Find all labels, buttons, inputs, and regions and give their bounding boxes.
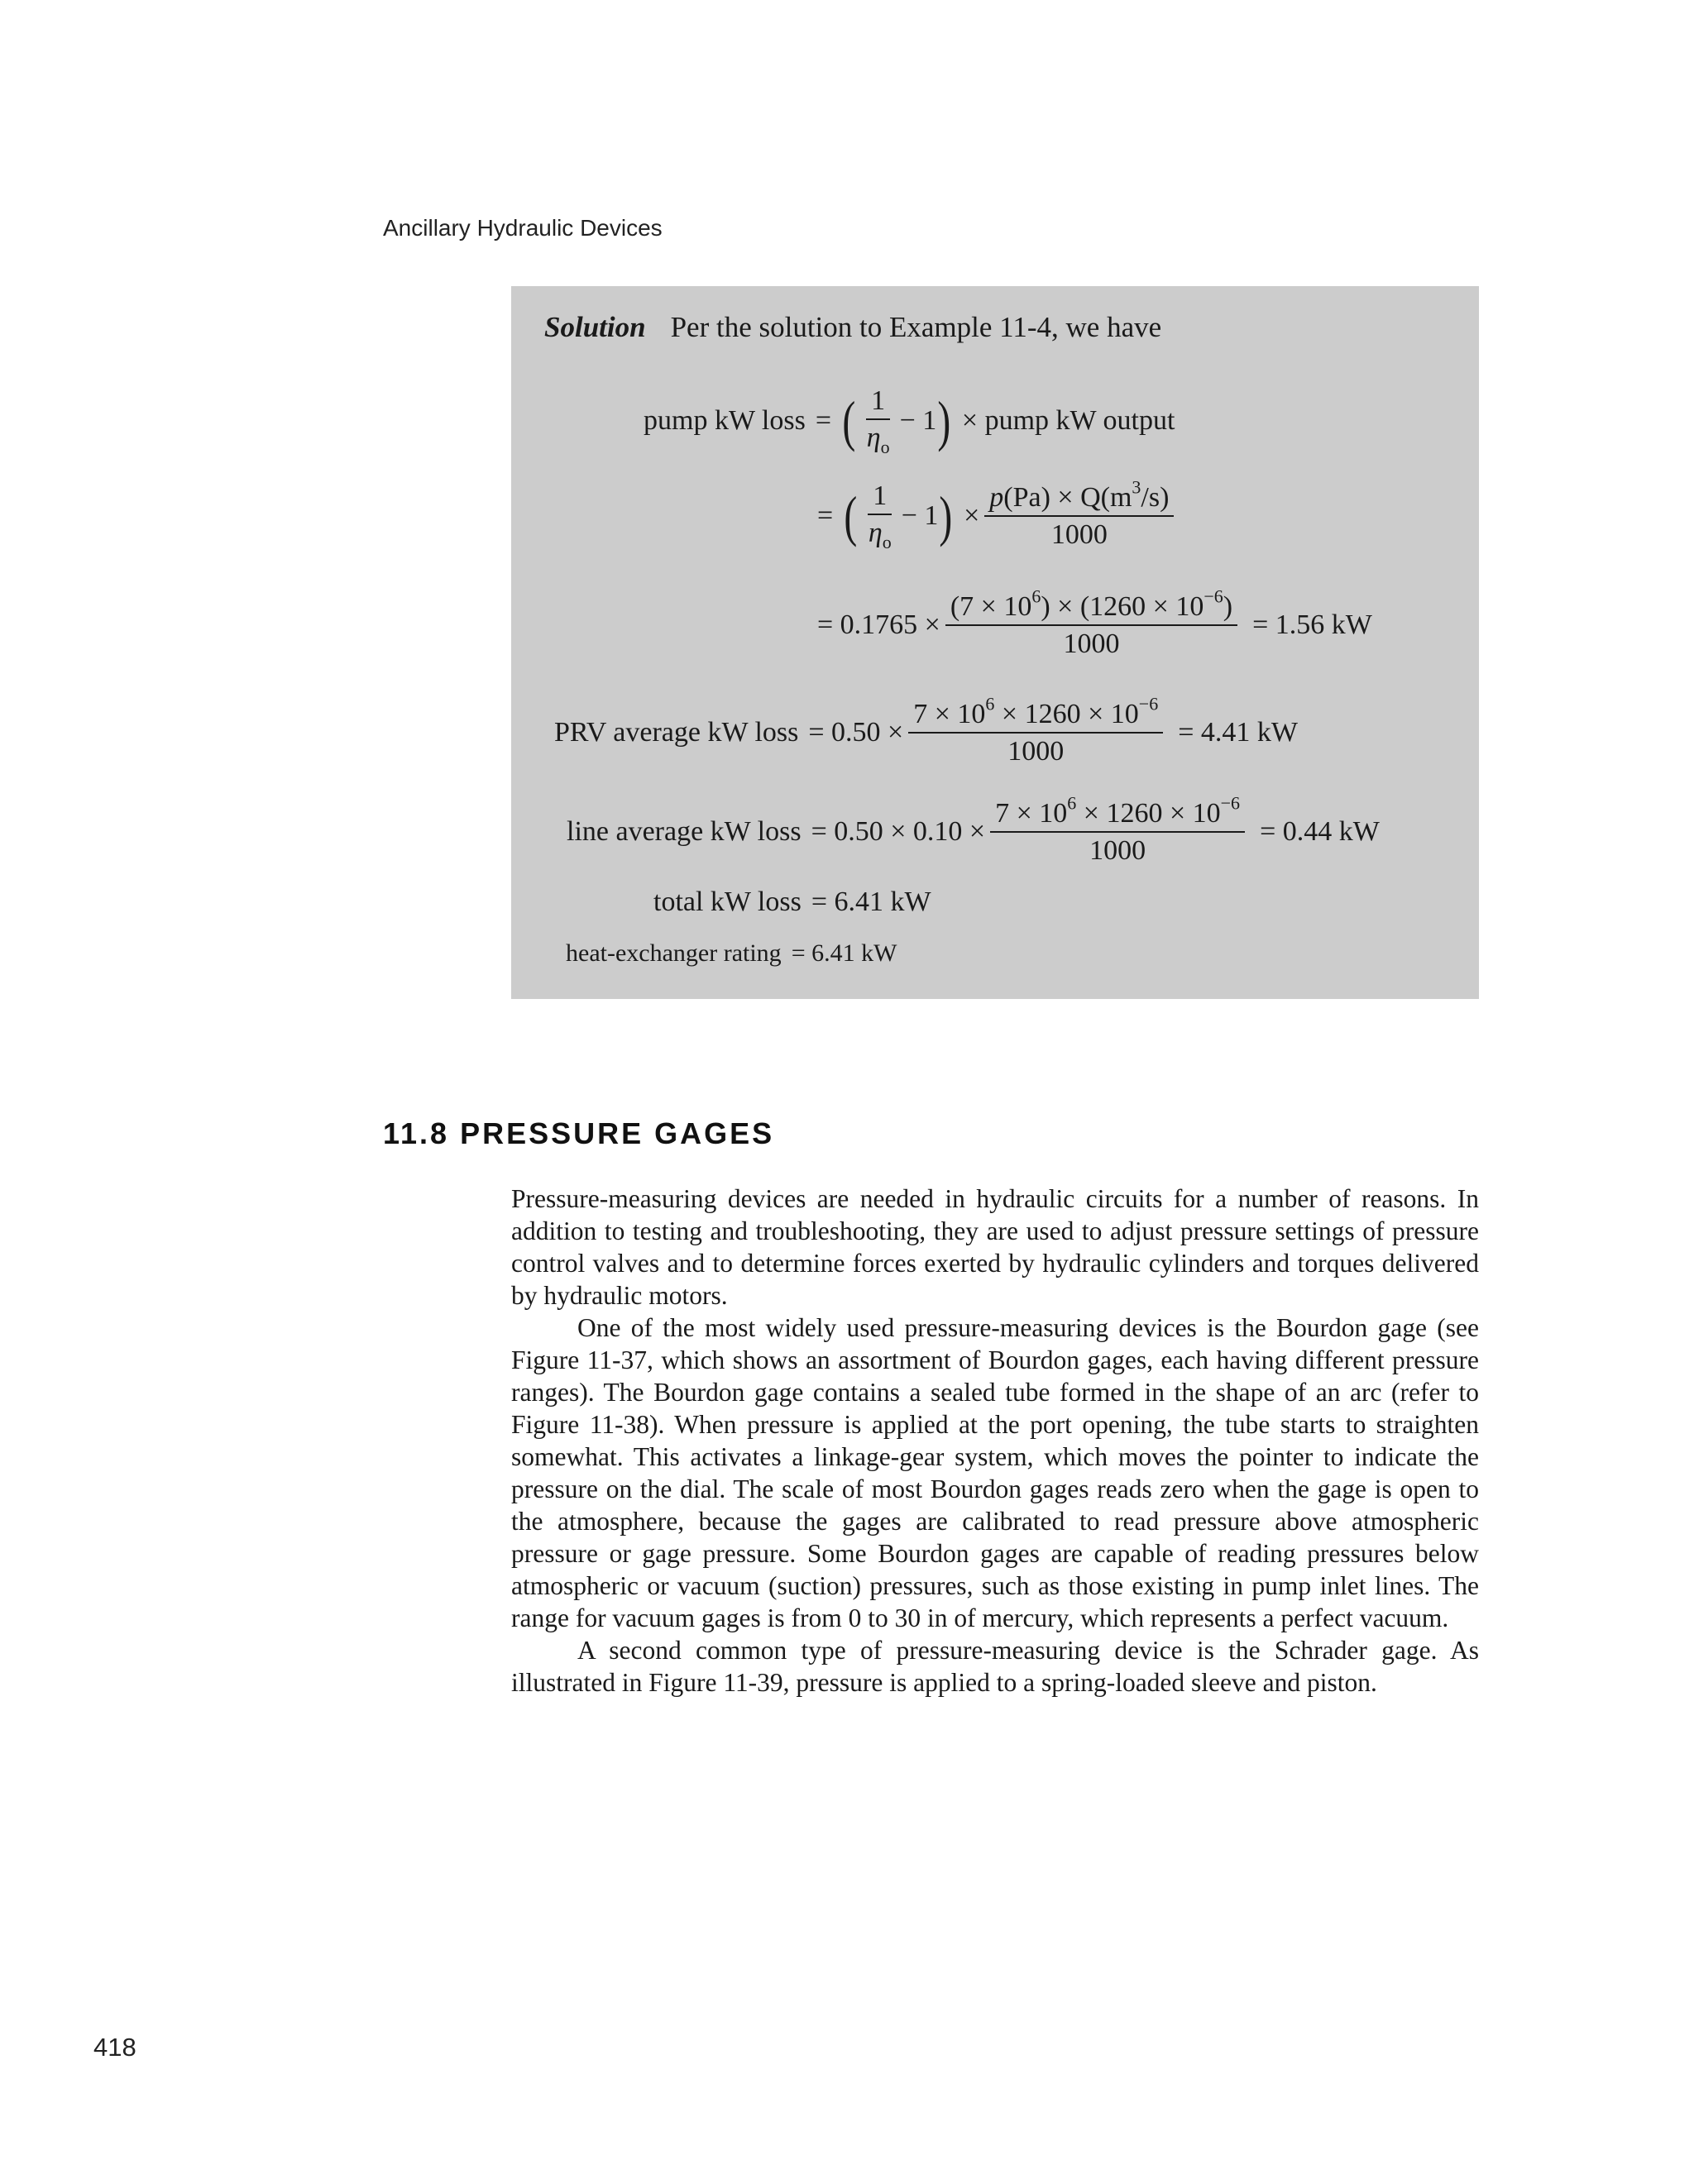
equation-line-average-kw-loss: line average kW loss = 0.50 × 0.10 × $\frac{7 \times 10^6 \times 1260 \times 10^{-6}}{1000}$ = 0.44 kW: [567, 792, 1380, 866]
equation-total-kw-loss: total kW loss = 6.41 kW: [653, 887, 931, 917]
equation-pump-kw-loss: pump kW loss = ( $\frac{1}{\eta_o}$ − 1 ) × pump kW output: [644, 385, 1175, 457]
solution-label: Solution: [544, 311, 646, 343]
paragraph: Pressure-measuring devices are needed in hydraulic circuits for a number of reasons. In addition to testing and troubleshooting, they are used to adjust pressure settings of pressure control valves and to determine forces exerted by hydraulic cylinders and torques delivered by hydraulic motors.: [511, 1184, 1479, 1310]
equation-lhs: heat-exchanger rating: [566, 939, 782, 967]
section-title: 11.8 PRESSURE GAGES: [383, 1116, 775, 1150]
equation-heat-exchanger-rating: heat-exchanger rating = 6.41 kW: [566, 939, 897, 967]
paragraph: A second common type of pressure-measuring device is the Schrader gage. As illustrated in Figure 11-39, pressure is applied to a spring-loaded sleeve and piston.: [511, 1636, 1479, 1697]
paragraph: One of the most widely used pressure-measuring devices is the Bourdon gage (see Figure 11-37, which shows an assortment of Bourdon gages, each having different pressure ranges). The Bourdon gage contains a sealed tube formed in the shape of an arc (refer to Figure 11-38). When pressure is applied at the port opening, the tube starts to straighten somewhat. This activates a linkage-gear system, which moves the pointer to indicate the pressure on the dial. The scale of most Bourdon gages reads zero when the gage is open to the atmosphere, because the gages are calibrated to read pressure above atmospheric pressure or gage pressure. Some Bourdon gages are capable of reading pressures below atmospheric or vacuum (suction) pressures, such as those existing in pump inlet lines. The range for vacuum gages is from 0 to 30 in of mercury, which represents a perfect vacuum.: [511, 1313, 1479, 1632]
solution-heading: [544, 311, 1161, 344]
solution-intro: Per the solution to Example 11-4, we have: [670, 311, 1162, 343]
equation-prv-average-kw-loss: PRV average kW loss = 0.50 × $\frac{7 \times 10^6 \times 1260 \times 10^{-6}}{1000}$ = 4.41 kW: [554, 693, 1298, 767]
equation-pump-kw-loss-expanded: = ( $\frac{1}{\eta_o}$ − 1 ) × $\frac{p(Pa) \times Q(m^3/s)}{1000}$: [817, 475, 1179, 557]
equation-pump-kw-loss-value: = 0.1765 × $\frac{(7 \times 10^6) \times (1260 \times 10^{-6})}{1000}$ = 1.56 kW: [817, 585, 1372, 659]
equation-lhs: PRV average kW loss: [554, 717, 799, 748]
running-head: Ancillary Hydraulic Devices: [383, 215, 663, 241]
equation-lhs: line average kW loss: [567, 816, 802, 847]
equation-lhs: total kW loss: [653, 887, 802, 917]
page-number: 418: [93, 2033, 136, 2062]
equation-lhs: pump kW loss: [644, 405, 806, 436]
solution-box: [511, 286, 1479, 999]
body-text: [511, 1183, 1479, 1699]
